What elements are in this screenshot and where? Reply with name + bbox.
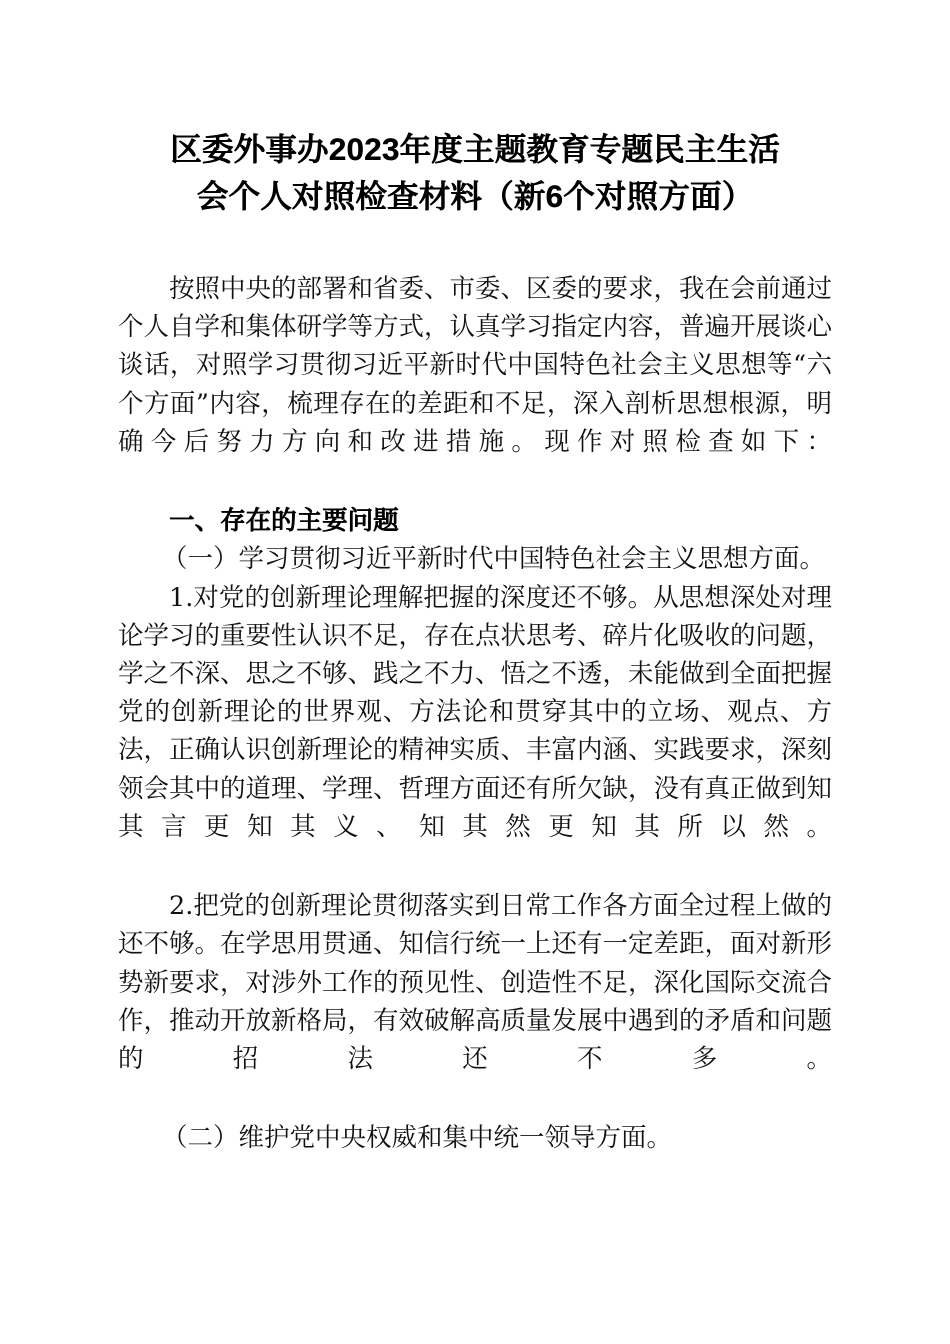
page-title-line-1: 区委外事办2023年度主题教育专题民主生活 <box>170 131 780 167</box>
title-body-spacer <box>118 220 832 270</box>
section-heading-1: 一、存在的主要问题 <box>169 507 399 536</box>
intro-paragraph: 按照中央的部署和省委、市委、区委的要求，我在会前通过个人自学和集体研学等方式，认真学习指定内容，普遍开展谈心谈话，对照学习贯彻习近平新时代中国特色社会主义思想等“六个方面”内容，梳理存在的差距和不足，深入剖析思想根源，明确今后努力方向和改进措施。现作对照检查如下： <box>118 274 833 457</box>
page-title-line-2: 会个人对照检查材料（新6个对照方面） <box>196 178 754 214</box>
document-content-column <box>118 0 832 1158</box>
subsection-heading-2: （二）维护党中央权威和集中统一领导方面。 <box>162 1123 673 1154</box>
subsection-heading-1: （一）学习贯彻习近平新时代中国特色社会主义思想方面。 <box>162 544 826 575</box>
numbered-item-2: 2.把党的创新理论贯彻落实到日常工作各方面全过程上做的还不够。在学思用贯通、知信行统一上还有一定差距，面对新形势新要求，对涉外工作的预见性、创造性不足，深化国际交流合作，推动开放新格局，有效破解高质量发展中遇到的矛盾和问题的招法还不多。 <box>118 891 833 1075</box>
numbered-item-1: 1.对党的创新理论理解把握的深度还不够。从思想深处对理论学习的重要性认识不足，存在点状思考、碎片化吸收的问题，学之不深、思之不够、践之不力、悟之不透，未能做到全面把握党的创新理论的世界观、方法论和贯穿其中的立场、观点、方法，正确认识创新理论的精神实质、丰富内涵、实践要求，深刻领会其中的道理、学理、哲理方面还有所欠缺，没有真正做到知其言更知其义、知其然更知其所以然。 <box>118 582 833 842</box>
page-title <box>118 0 832 220</box>
